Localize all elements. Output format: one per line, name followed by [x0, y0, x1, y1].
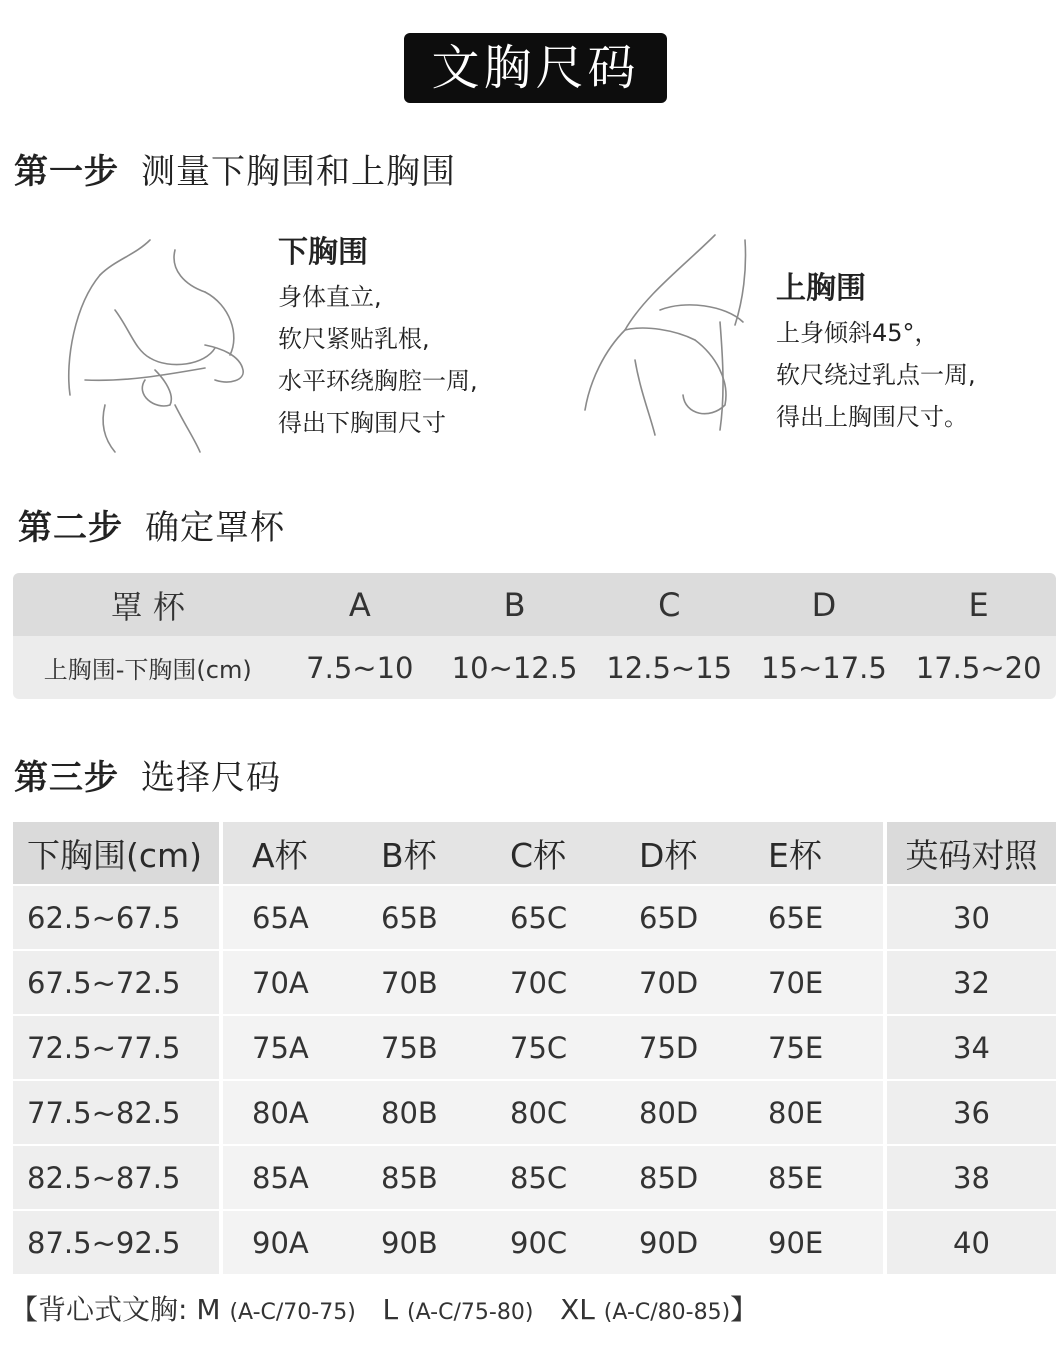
- cup-size-cell: 75E: [768, 1030, 824, 1065]
- cup-range-cell: 7.5~10: [306, 650, 414, 685]
- over-bust-line: 得出上胸围尺寸。: [776, 403, 968, 431]
- cup-size-cell: 90B: [381, 1225, 438, 1260]
- bracket-open: 【: [10, 1293, 39, 1326]
- header-cell-cup: C杯: [510, 835, 567, 875]
- size-xl: XL: [560, 1293, 595, 1326]
- cup-range-cell: 15~17.5: [761, 650, 887, 685]
- cup-size-cell: 75D: [639, 1030, 699, 1065]
- under-bust-line: 水平环绕胸腔一周,: [278, 367, 478, 395]
- header-cell-cup: B杯: [381, 835, 437, 875]
- step1-text: 测量下胸围和上胸围: [141, 152, 456, 192]
- header-cell-uk-size: 英码对照: [887, 822, 1056, 884]
- cup-size-cell: 85C: [510, 1160, 568, 1195]
- cup-size-cell: 70B: [381, 965, 438, 1000]
- cup-size-cell: 85E: [768, 1160, 824, 1195]
- cup-size-cell: 75A: [252, 1030, 309, 1065]
- step1-heading: [14, 144, 456, 193]
- cup-range-cell: 12.5~15: [606, 650, 733, 685]
- cup-size-group: [223, 951, 883, 1014]
- cup-size-cell: 70A: [252, 965, 309, 1000]
- cup-size-cell: 70E: [768, 965, 824, 1000]
- underbust-range-cell: 77.5~82.5: [13, 1081, 219, 1144]
- cup-size-cell: 80D: [639, 1095, 699, 1130]
- cup-table: [13, 573, 1056, 699]
- cup-header-cell: 罩 杯: [110, 587, 185, 626]
- cup-size-cell: 65E: [768, 900, 824, 935]
- cup-size-cell: 80C: [510, 1095, 568, 1130]
- size-m-range: (A-C/70-75): [229, 1300, 356, 1325]
- under-bust-heading: 下胸围: [278, 235, 368, 270]
- header-cup-group: [223, 822, 883, 884]
- uk-size-cell: 36: [887, 1081, 1056, 1144]
- cup-header-cell: A: [348, 585, 371, 624]
- cup-size-cell: 85A: [252, 1160, 309, 1195]
- cup-header-cell: B: [503, 585, 526, 624]
- bracket-close: 】: [730, 1293, 759, 1326]
- size-table-row: [13, 1016, 1056, 1079]
- cup-size-cell: 90D: [639, 1225, 699, 1260]
- size-table: [13, 822, 1056, 1276]
- cup-size-cell: 65D: [639, 900, 699, 935]
- cup-size-group: [223, 886, 883, 949]
- underbust-range-cell: 67.5~72.5: [13, 951, 219, 1014]
- size-table-row: [13, 1146, 1056, 1209]
- step2-text: 确定罩杯: [145, 508, 285, 548]
- cup-size-cell: 85D: [639, 1160, 699, 1195]
- cup-header-cell: E: [968, 585, 989, 624]
- over-bust-line: 软尺绕过乳点一周,: [776, 361, 976, 389]
- uk-size-cell: 30: [887, 886, 1056, 949]
- cup-size-cell: 75B: [381, 1030, 438, 1065]
- size-table-header: [13, 822, 1056, 884]
- step2-heading: [18, 500, 285, 549]
- cup-size-cell: 90E: [768, 1225, 824, 1260]
- size-m: M: [196, 1293, 221, 1326]
- cup-table-header: [13, 573, 1056, 636]
- over-bust-illustration: [565, 230, 760, 440]
- under-bust-illustration: [55, 230, 255, 455]
- vest-bra-label: 背心式文胸:: [38, 1293, 188, 1326]
- step1-label: 第一步: [14, 152, 119, 192]
- cup-table-row: [13, 636, 1056, 699]
- underbust-range-cell: 72.5~77.5: [13, 1016, 219, 1079]
- over-bust-line: 上身倾斜45°，: [776, 319, 939, 347]
- cup-size-cell: 80E: [768, 1095, 824, 1130]
- size-table-row: [13, 886, 1056, 949]
- header-cell-underbust: 下胸围(cm): [13, 822, 219, 884]
- cup-size-cell: 75C: [510, 1030, 568, 1065]
- cup-size-cell: 70C: [510, 965, 568, 1000]
- step2-label: 第二步: [18, 508, 123, 548]
- uk-size-cell: 38: [887, 1146, 1056, 1209]
- cup-size-cell: 80B: [381, 1095, 438, 1130]
- under-bust-line: 软尺紧贴乳根,: [278, 325, 430, 353]
- header-cell-cup: D杯: [639, 835, 698, 875]
- cup-range-cell: 17.5~20: [915, 650, 1042, 685]
- header-cell-cup: E杯: [768, 835, 822, 875]
- size-l: L: [382, 1293, 399, 1326]
- size-xl-range: (A-C/80-85): [603, 1300, 731, 1325]
- under-bust-description: [278, 232, 478, 444]
- size-table-row: [13, 1081, 1056, 1144]
- size-table-row: [13, 1211, 1056, 1274]
- cup-size-cell: 65A: [252, 900, 309, 935]
- cup-size-cell: 70D: [639, 965, 699, 1000]
- uk-size-cell: 34: [887, 1016, 1056, 1079]
- cup-size-group: [223, 1211, 883, 1274]
- under-bust-line: 得出下胸围尺寸: [278, 409, 446, 437]
- underbust-range-cell: 62.5~67.5: [13, 886, 219, 949]
- cup-size-cell: 65C: [510, 900, 568, 935]
- step3-heading: [14, 750, 281, 799]
- cup-size-cell: 90C: [510, 1225, 568, 1260]
- over-bust-description: [776, 268, 976, 438]
- cup-header-cell: C: [658, 585, 681, 624]
- cup-size-group: [223, 1146, 883, 1209]
- cup-size-cell: 65B: [381, 900, 438, 935]
- vest-bra-note: [10, 1288, 758, 1328]
- under-bust-line: 身体直立,: [278, 283, 382, 311]
- cup-size-cell: 85B: [381, 1160, 438, 1195]
- cup-header-cell: D: [811, 585, 837, 624]
- underbust-range-cell: 82.5~87.5: [13, 1146, 219, 1209]
- step3-label: 第三步: [14, 758, 119, 798]
- header-cell-cup: A杯: [252, 835, 308, 875]
- size-table-row: [13, 951, 1056, 1014]
- cup-row-label: 上胸围-下胸围(cm): [43, 656, 252, 684]
- cup-size-cell: 80A: [252, 1095, 309, 1130]
- over-bust-heading: 上胸围: [776, 271, 866, 306]
- cup-size-group: [223, 1016, 883, 1079]
- cup-size-cell: 90A: [252, 1225, 309, 1260]
- step3-text: 选择尺码: [141, 758, 281, 798]
- cup-range-cell: 10~12.5: [451, 650, 578, 685]
- uk-size-cell: 40: [887, 1211, 1056, 1274]
- page-title: 文胸尺码: [404, 33, 667, 103]
- size-l-range: (A-C/75-80): [407, 1300, 534, 1325]
- underbust-range-cell: 87.5~92.5: [13, 1211, 219, 1274]
- cup-size-group: [223, 1081, 883, 1144]
- uk-size-cell: 32: [887, 951, 1056, 1014]
